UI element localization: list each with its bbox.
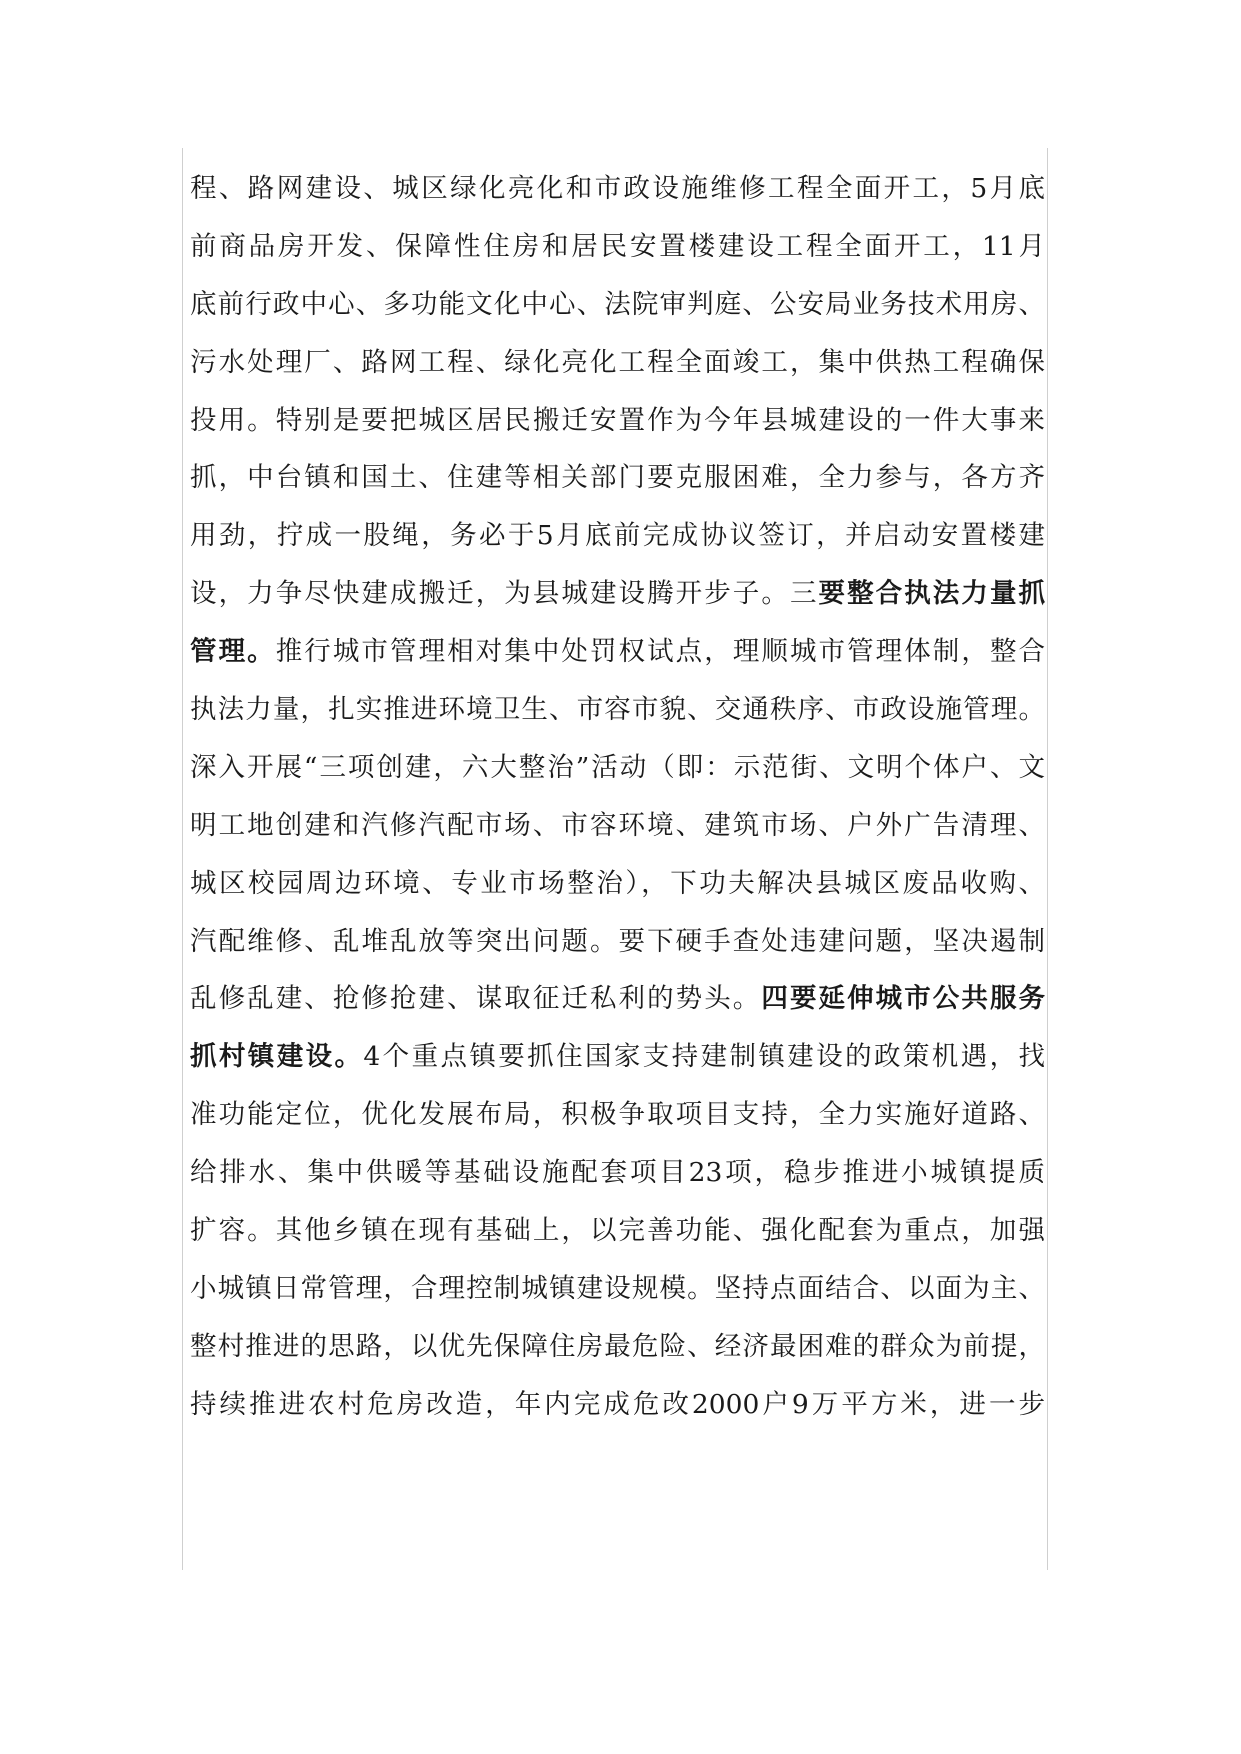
body-text (190, 160, 1045, 1434)
text-run: 乱修乱建、抢修抢建、谋取征迁私利的势头。 (190, 983, 762, 1015)
text-line: 底前行政中心、多功能文化中心、法院审判庭、公安局业务技术用房、 (190, 288, 1045, 320)
text-line (190, 1028, 1045, 1086)
text-run: 4个重点镇要抓住国家支持建制镇建设的政策机遇，找 (363, 1041, 1045, 1073)
text-line (190, 623, 1045, 681)
text-line: 扩容。其他乡镇在现有基础上，以完善功能、强化配套为重点，加强 (190, 1215, 1045, 1247)
text-line: 抓，中台镇和国土、住建等相关部门要克服困难，全力参与，各方齐 (190, 462, 1045, 494)
text-line: 明工地创建和汽修汽配市场、市容环境、建筑市场、户外广告清理、 (190, 809, 1045, 841)
text-line: 投用。特别是要把城区居民搬迁安置作为今年县城建设的一件大事来 (190, 404, 1045, 436)
bold-heading-run: 四要延伸城市公共服务 (761, 983, 1045, 1015)
text-line: 给排水、集中供暖等基础设施配套项目23项，稳步推进小城镇提质 (190, 1157, 1045, 1189)
text-line: 程、路网建设、城区绿化亮化和市政设施维修工程全面开工，5月底 (190, 173, 1045, 204)
bold-heading-run: 要整合执法力量抓 (818, 578, 1045, 610)
text-line: 整村推进的思路，以优先保障住房最危险、经济最困难的群众为前提， (190, 1330, 1045, 1362)
text-line: 执法力量，扎实推进环境卫生、市容市貌、交通秩序、市政设施管理。 (190, 694, 1045, 726)
text-line: 污水处理厂、路网工程、绿化亮化工程全面竣工，集中供热工程确保 (190, 346, 1045, 378)
text-line: 前商品房开发、保障性住房和居民安置楼建设工程全面开工，11月 (190, 230, 1045, 262)
text-line: 城区校园周边环境、专业市场整治），下功夫解决县城区废品收购、 (190, 867, 1045, 899)
text-line: 用劲，拧成一股绳，务必于5月底前完成协议签订，并启动安置楼建 (190, 520, 1045, 552)
text-run: 设，力争尽快建成搬迁，为县城建设腾开步子。三 (190, 578, 819, 610)
text-line (190, 565, 1045, 623)
text-line: 小城镇日常管理，合理控制城镇建设规模。坚持点面结合、以面为主、 (190, 1272, 1045, 1304)
text-line (190, 970, 1045, 1028)
text-line: 汽配维修、乱堆乱放等突出问题。要下硬手查处违建问题，坚决遏制 (190, 925, 1045, 957)
bold-heading-run: 管理。 (190, 636, 276, 668)
text-line: 准功能定位，优化发展布局，积极争取项目支持，全力实施好道路、 (190, 1099, 1045, 1131)
text-run: 推行城市管理相对集中处罚权试点，理顺城市管理体制，整合 (275, 636, 1045, 668)
bold-heading-run: 抓村镇建设。 (190, 1041, 364, 1073)
text-line: 持续推进农村危房改造，年内完成危改2000户9万平方米，进一步 (190, 1388, 1045, 1420)
text-line: 深入开展“三项创建，六大整治”活动（即：示范街、文明个体户、文 (190, 751, 1045, 783)
